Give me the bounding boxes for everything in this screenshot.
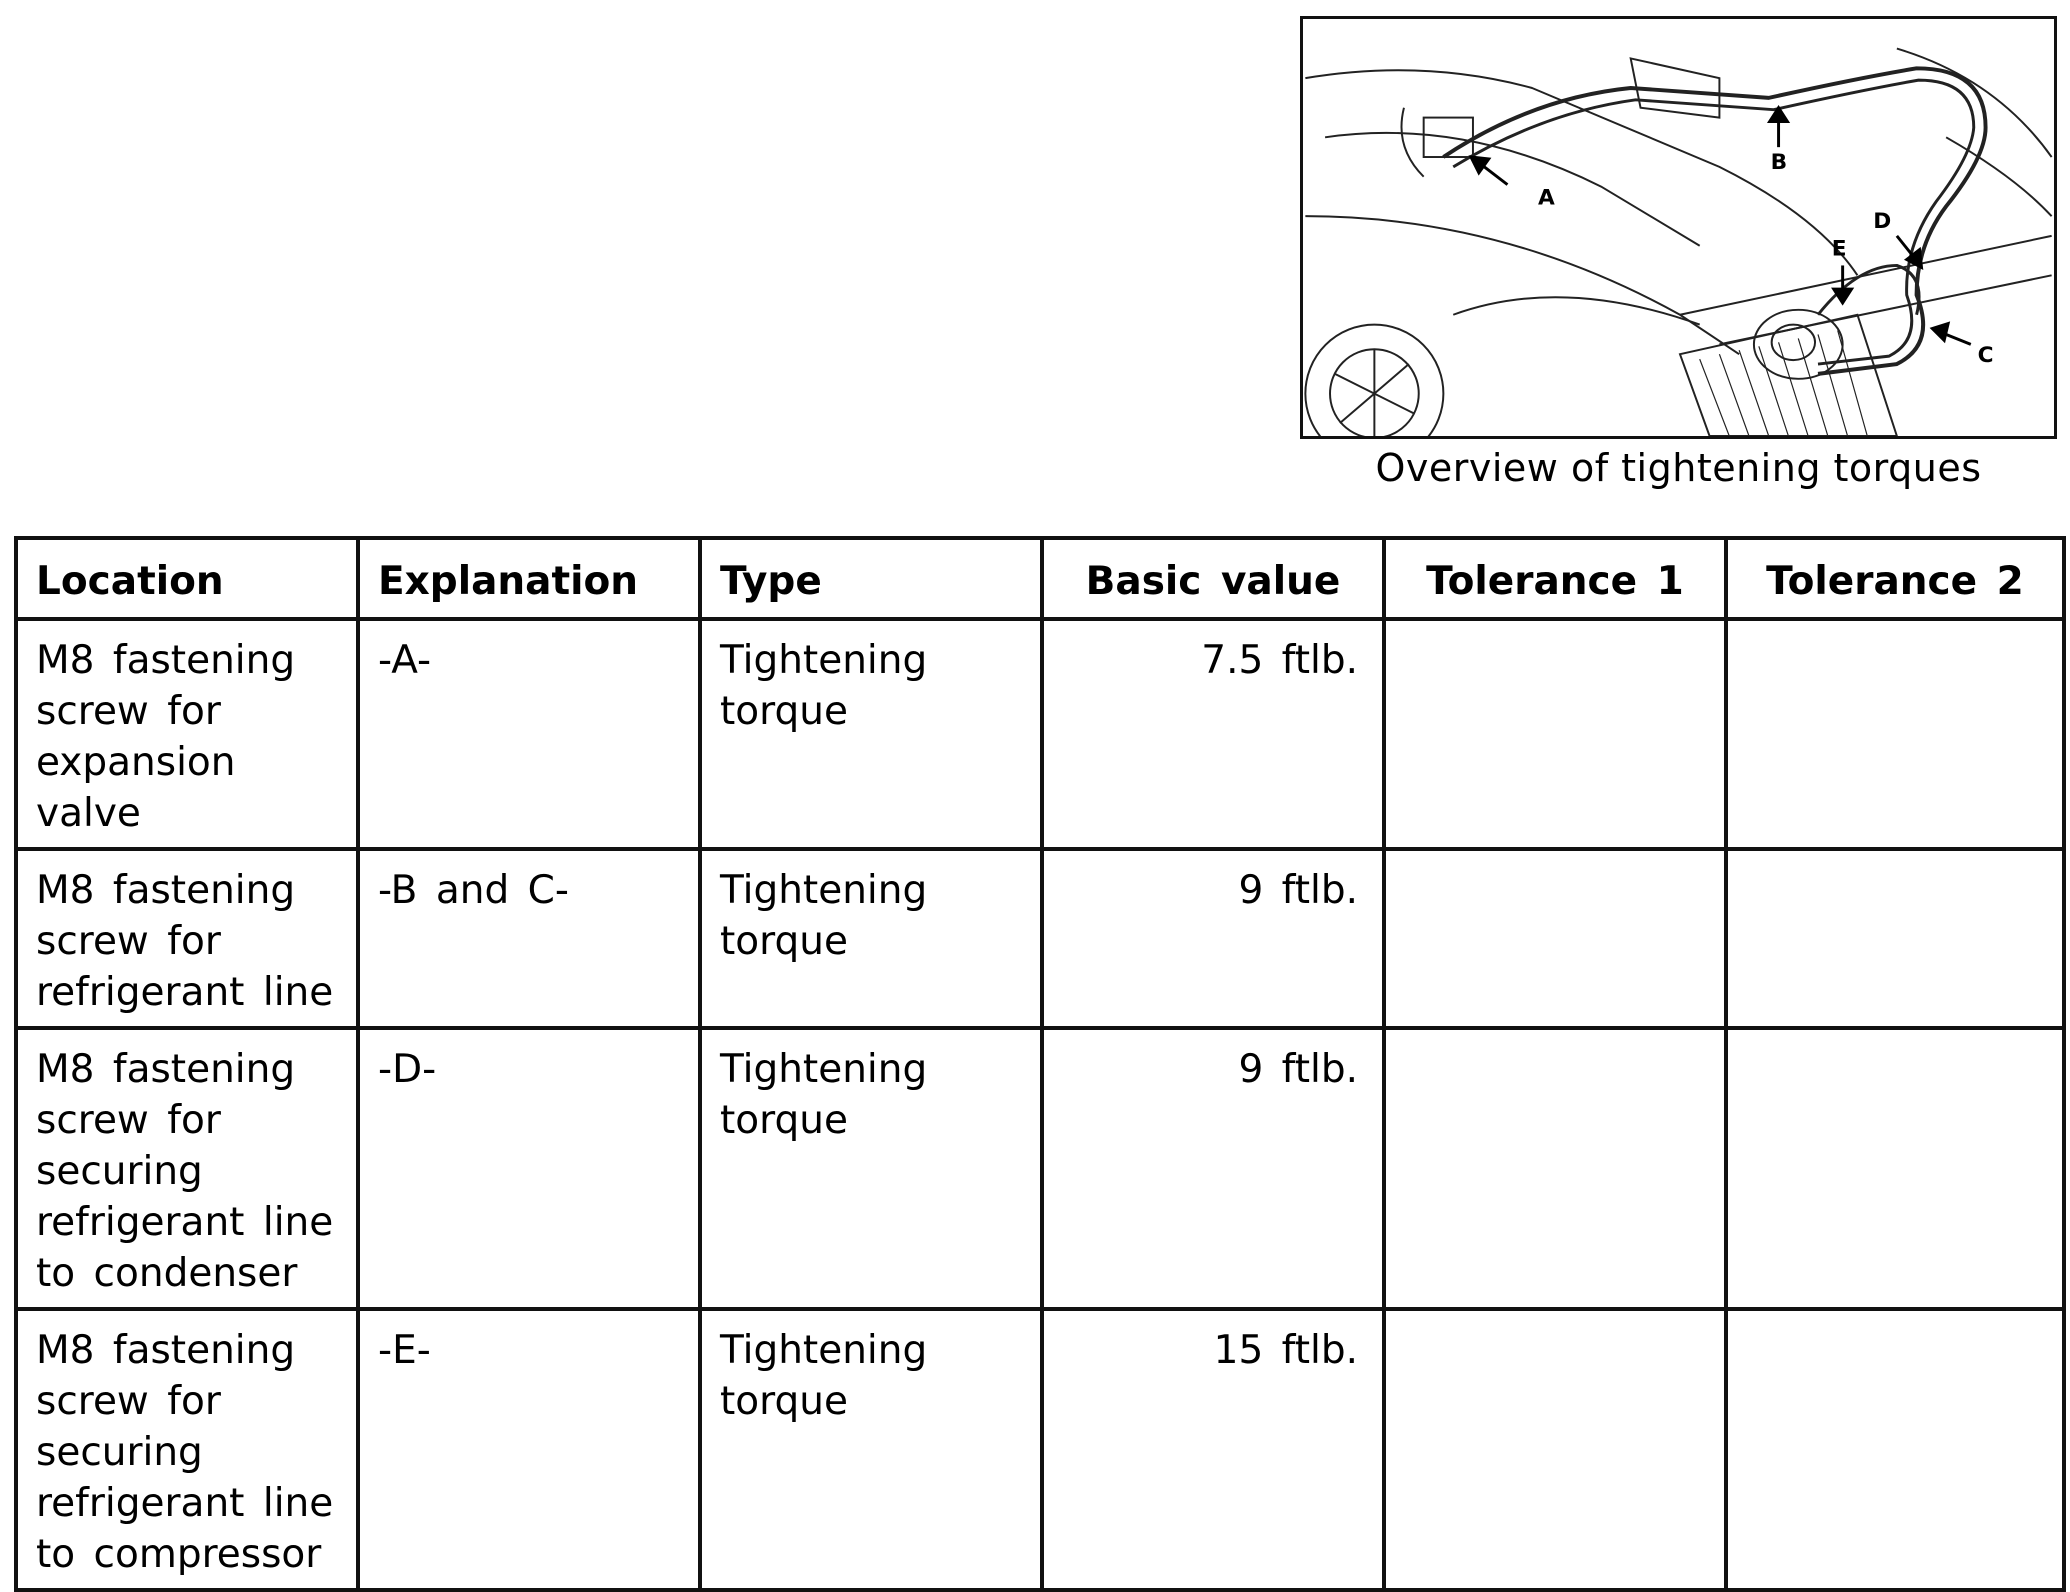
table-row: [16, 1028, 2064, 1309]
type-cell: Tightening torque: [700, 1309, 1042, 1590]
callout-a-label: A: [1538, 185, 1555, 211]
explanation-cell: -B and C-: [358, 849, 700, 1028]
tolerance-1-cell: [1384, 619, 1726, 849]
tolerance-2-cell: [1726, 849, 2064, 1028]
tolerance-1-cell: [1384, 1028, 1726, 1309]
tolerance-2-cell: [1726, 619, 2064, 849]
basic-value-cell: 9 ftlb.: [1042, 849, 1384, 1028]
tolerance-1-cell: [1384, 849, 1726, 1028]
table-header-row: [16, 538, 2064, 619]
type-cell: Tightening torque: [700, 619, 1042, 849]
header-location: Location: [16, 538, 358, 619]
table-row: [16, 849, 2064, 1028]
explanation-cell: -D-: [358, 1028, 700, 1309]
header-tolerance-1: Tolerance 1: [1384, 538, 1726, 619]
callout-e-label: E: [1831, 236, 1847, 262]
tolerance-2-cell: [1726, 1028, 2064, 1309]
engine-bay-illustration: [1300, 16, 2057, 439]
type-cell: Tightening torque: [700, 1028, 1042, 1309]
tolerance-1-cell: [1384, 1309, 1726, 1590]
location-cell: M8 fastening screw for securing refrigerant line to condenser: [16, 1028, 358, 1309]
torque-table: [14, 536, 2066, 1592]
explanation-cell: -E-: [358, 1309, 700, 1590]
tolerance-2-cell: [1726, 1309, 2064, 1590]
figure-caption: Overview of tightening torques: [1375, 446, 1982, 490]
basic-value-cell: 9 ftlb.: [1042, 1028, 1384, 1309]
header-basic-value: Basic value: [1042, 538, 1384, 619]
callout-b-label: B: [1770, 149, 1788, 175]
header-explanation: Explanation: [358, 538, 700, 619]
header-type: Type: [700, 538, 1042, 619]
table-row: [16, 619, 2064, 849]
table-row: [16, 1309, 2064, 1590]
location-cell: M8 fastening screw for securing refrigerant line to compressor: [16, 1309, 358, 1590]
location-cell: M8 fastening screw for expansion valve: [16, 619, 358, 849]
location-cell: M8 fastening screw for refrigerant line: [16, 849, 358, 1028]
callout-c-label: C: [1977, 343, 1994, 369]
basic-value-cell: 7.5 ftlb.: [1042, 619, 1384, 849]
header-tolerance-2: Tolerance 2: [1726, 538, 2064, 619]
type-cell: Tightening torque: [700, 849, 1042, 1028]
explanation-cell: -A-: [358, 619, 700, 849]
engine-bay-drawing: [1303, 19, 2054, 436]
basic-value-cell: 15 ftlb.: [1042, 1309, 1384, 1590]
callout-d-label: D: [1873, 208, 1892, 234]
